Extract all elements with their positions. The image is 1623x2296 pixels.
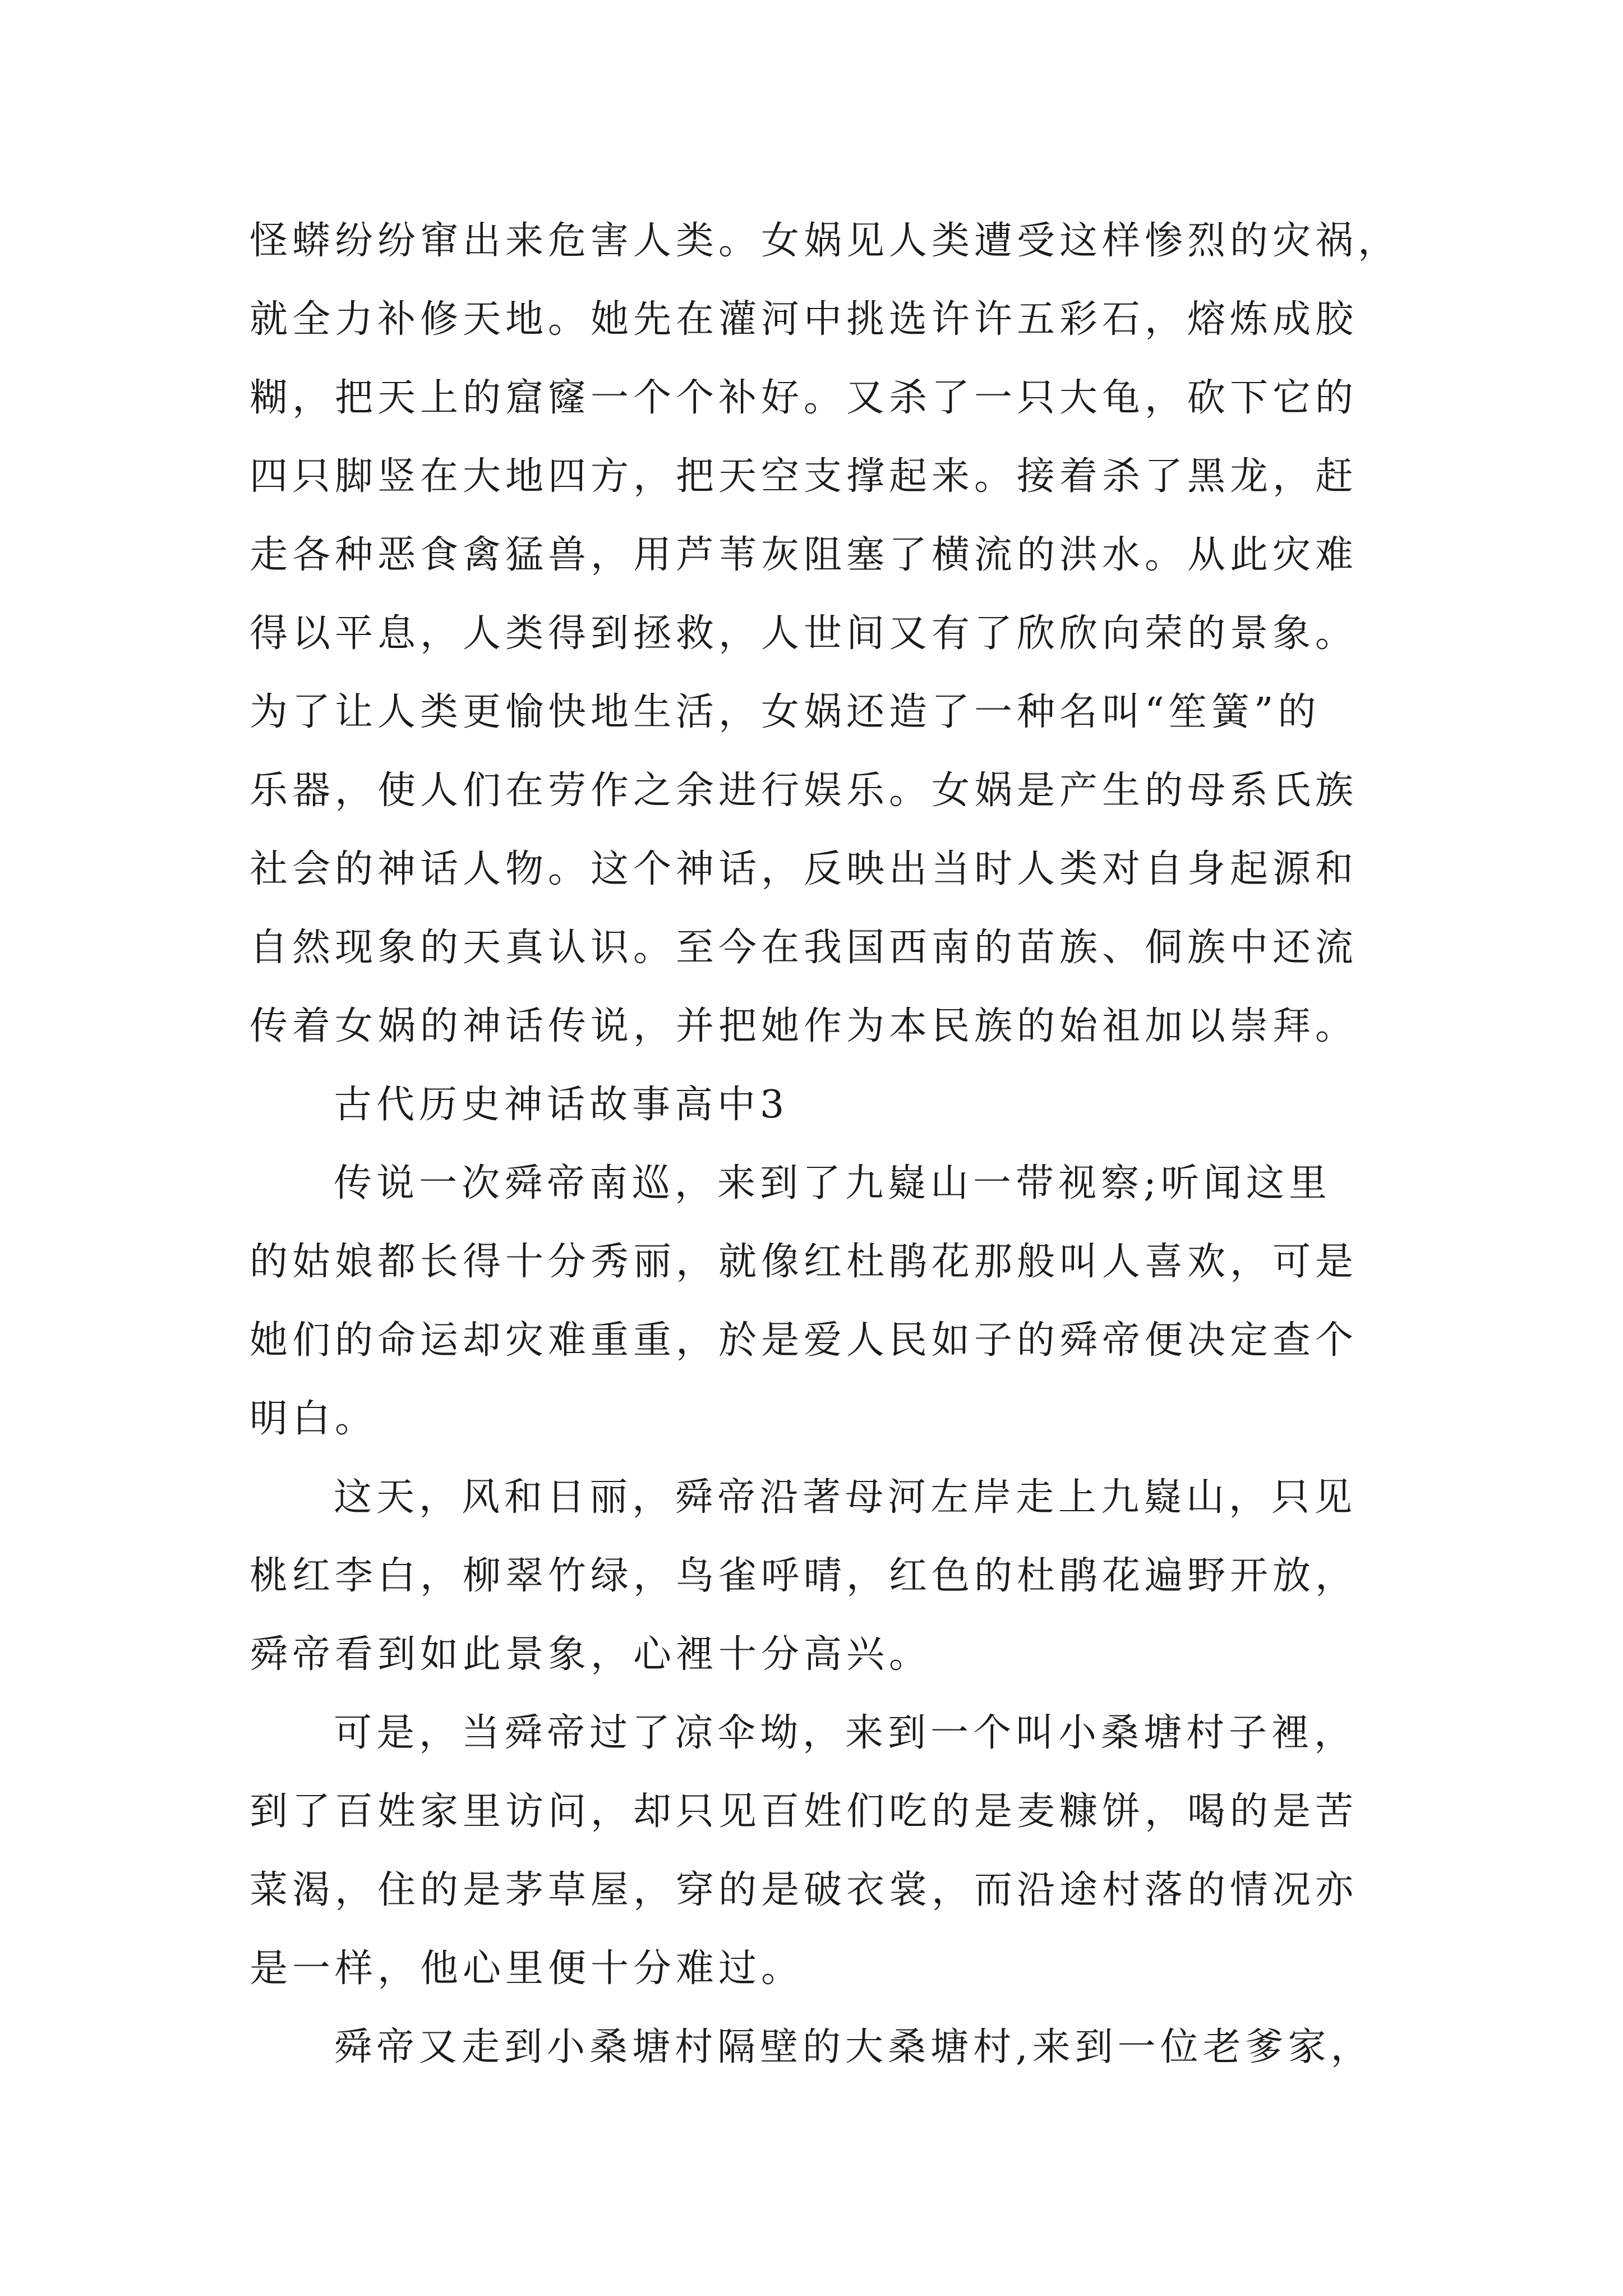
text-line: 舜帝又走到小桑塘村隔壁的大桑塘村,来到一位老爹家， xyxy=(334,2025,1373,2069)
text-line: 社会的神话人物。这个神话，反映出当时人类对自身起源和 xyxy=(250,847,1358,891)
text-line: 走各种恶食禽猛兽，用芦苇灰阻塞了横流的洪水。从此灾难 xyxy=(250,533,1358,577)
text-line: 菜渴，住的是茅草屋，穿的是破衣裳，而沿途村落的情况亦 xyxy=(250,1868,1358,1912)
text-line: 为了让人类更愉快地生活，女娲还造了一种名叫“笙簧”的 xyxy=(250,690,1321,734)
text-line: 她们的命运却灾难重重，於是爱人民如子的舜帝便决定查个 xyxy=(250,1318,1358,1363)
text-line: 传着女娲的神话传说，并把她作为本民族的始祖加以崇拜。 xyxy=(250,1004,1358,1048)
text-line: 明白。 xyxy=(250,1397,378,1441)
text-line: 是一样，他心里便十分难过。 xyxy=(250,1947,804,1991)
section-heading: 古代历史神话故事高中3 xyxy=(334,1083,789,1127)
text-line: 乐器，使人们在劳作之余进行娱乐。女娲是产生的母系氏族 xyxy=(250,769,1358,813)
text-line: 舜帝看到如此景象，心裡十分高兴。 xyxy=(250,1632,932,1677)
text-line: 糊，把天上的窟窿一个个补好。又杀了一只大龟，砍下它的 xyxy=(250,376,1358,420)
text-line: 这天，风和日丽，舜帝沿著母河左岸走上九嶷山，只见 xyxy=(334,1475,1357,1520)
text-line: 桃红李白，柳翠竹绿，鸟雀呼晴，红色的杜鹃花遍野开放， xyxy=(250,1554,1358,1598)
text-line: 怪蟒纷纷窜出来危害人类。女娲见人类遭受这样惨烈的灾祸， xyxy=(250,219,1401,263)
text-line: 自然现象的天真认识。至今在我国西南的苗族、侗族中还流 xyxy=(250,926,1358,970)
text-line: 得以平息，人类得到拯救，人世间又有了欣欣向荣的景象。 xyxy=(250,611,1358,656)
text-line: 到了百姓家里访问，却只见百姓们吃的是麦糠饼，喝的是苦 xyxy=(250,1789,1358,1834)
text-line: 四只脚竖在大地四方，把天空支撑起来。接着杀了黑龙，赶 xyxy=(250,454,1358,499)
text-line: 传说一次舜帝南巡，来到了九嶷山一带视察;听闻这里 xyxy=(334,1161,1331,1205)
text-line: 的姑娘都长得十分秀丽，就像红杜鹃花那般叫人喜欢，可是 xyxy=(250,1240,1358,1284)
text-line: 可是，当舜帝过了凉伞坳，来到一个叫小桑塘村子裡， xyxy=(334,1711,1357,1755)
text-line: 就全力补修天地。她先在灌河中挑选许许五彩石，熔炼成胶 xyxy=(250,297,1358,342)
